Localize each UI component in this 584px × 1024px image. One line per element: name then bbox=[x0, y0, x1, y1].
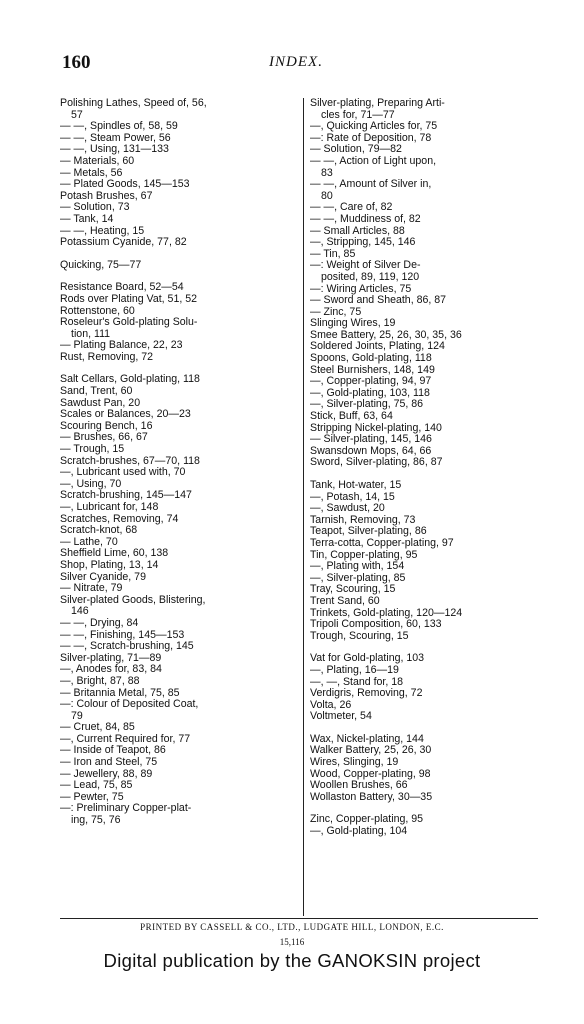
index-entry: —, Plating with, 154 bbox=[310, 560, 405, 573]
index-entry: — —, Steam Power, 56 bbox=[60, 131, 171, 144]
index-entry: Voltmeter, 54 bbox=[310, 710, 372, 723]
index-entry: —, Current Required for, 77 bbox=[60, 732, 191, 745]
left-column bbox=[60, 98, 296, 827]
index-entry: 79 bbox=[71, 709, 83, 722]
index-entry: — —, Drying, 84 bbox=[60, 616, 139, 629]
index-entry: Sheffield Lime, 60, 138 bbox=[60, 547, 169, 560]
index-entry: Slinging Wires, 19 bbox=[310, 317, 396, 330]
index-entry: Roseleur's Gold-plating Solu- bbox=[60, 316, 198, 329]
index-entry: — Small Articles, 88 bbox=[310, 224, 405, 237]
index-entry: —, Lubricant used with, 70 bbox=[60, 466, 186, 479]
index-entry: Scratches, Removing, 74 bbox=[60, 512, 179, 525]
index-entry: Resistance Board, 52—54 bbox=[60, 281, 184, 294]
index-entry: Spoons, Gold-plating, 118 bbox=[310, 352, 432, 365]
index-entry: —, Quicking Articles for, 75 bbox=[310, 120, 438, 133]
index-entry: cles for, 71—77 bbox=[321, 108, 395, 121]
index-entry: — Cruet, 84, 85 bbox=[60, 721, 135, 734]
index-entry: — Tank, 14 bbox=[60, 212, 114, 225]
index-entry: — Jewellery, 88, 89 bbox=[60, 767, 153, 780]
index-entry: —, Stripping, 145, 146 bbox=[310, 236, 416, 249]
index-entry: —: Preliminary Copper-plat- bbox=[60, 802, 192, 815]
index-entry: Verdigris, Removing, 72 bbox=[310, 687, 423, 700]
index-entry: — —, Muddiness of, 82 bbox=[310, 212, 421, 225]
index-entry: Scratch-knot, 68 bbox=[60, 524, 138, 537]
index-entry: —, Gold-plating, 104 bbox=[310, 825, 408, 838]
index-entry: — Tin, 85 bbox=[310, 247, 356, 260]
index-entry: Wires, Slinging, 19 bbox=[310, 756, 399, 769]
index-entry: — Britannia Metal, 75, 85 bbox=[60, 686, 180, 699]
index-entry: Tarnish, Removing, 73 bbox=[310, 513, 416, 526]
index-entry: —, Bright, 87, 88 bbox=[60, 674, 140, 687]
index-entry: — Lead, 75, 85 bbox=[60, 779, 133, 792]
index-entry: —, Using, 70 bbox=[60, 477, 122, 490]
index-entry: posited, 89, 119, 120 bbox=[321, 270, 420, 283]
index-entry: Silver-plated Goods, Blistering, bbox=[60, 593, 206, 606]
index-entry: Shop, Plating, 13, 14 bbox=[60, 558, 159, 571]
index-entry: — Sword and Sheath, 86, 87 bbox=[310, 294, 447, 307]
index-entry: ing, 75, 76 bbox=[71, 814, 121, 827]
index-entry: Wollaston Battery, 30—35 bbox=[310, 790, 433, 803]
index-entry: Sword, Silver-plating, 86, 87 bbox=[310, 456, 443, 469]
index-entry: — Iron and Steel, 75 bbox=[60, 756, 158, 769]
index-entry: Soldered Joints, Plating, 124 bbox=[310, 340, 445, 353]
index-entry: Trent Sand, 60 bbox=[310, 594, 380, 607]
index-entry: Sawdust Pan, 20 bbox=[60, 396, 141, 409]
index-entry: Polishing Lathes, Speed of, 56, bbox=[60, 97, 207, 109]
index-entry: — Solution, 79—82 bbox=[310, 143, 402, 156]
index-entry: 80 bbox=[321, 189, 333, 202]
footer-rule bbox=[60, 918, 538, 919]
index-entry: tion, 111 bbox=[71, 327, 111, 340]
index-entry: Potash Brushes, 67 bbox=[60, 189, 153, 202]
index-entry: — Trough, 15 bbox=[60, 443, 125, 456]
index-entry: Scouring Bench, 16 bbox=[60, 419, 153, 432]
index-entry: Silver-plating, Preparing Arti- bbox=[310, 97, 445, 109]
index-entry: Vat for Gold-plating, 103 bbox=[310, 652, 425, 665]
print-code: 15,116 bbox=[279, 937, 305, 947]
index-entry: —, Copper-plating, 94, 97 bbox=[310, 375, 432, 388]
index-entry: Stripping Nickel-plating, 140 bbox=[310, 421, 442, 434]
index-entry: Trough, Scouring, 15 bbox=[310, 629, 409, 642]
index-entry: — —, Using, 131—133 bbox=[60, 143, 169, 156]
index-entry: Stick, Buff, 63, 64 bbox=[310, 410, 393, 423]
index-entry: — Metals, 56 bbox=[60, 166, 123, 179]
index-entry: — —, Finishing, 145—153 bbox=[60, 628, 185, 641]
index-columns bbox=[60, 98, 538, 918]
index-entry: 57 bbox=[71, 108, 83, 121]
index-entry: Scratch-brushing, 145—147 bbox=[60, 489, 192, 502]
index-entry: —, Anodes for, 83, 84 bbox=[60, 663, 162, 676]
running-title: INDEX. bbox=[269, 54, 323, 70]
index-entry: — Pewter, 75 bbox=[60, 790, 124, 803]
index-entry: —: Rate of Deposition, 78 bbox=[310, 131, 432, 144]
index-entry: Steel Burnishers, 148, 149 bbox=[310, 363, 435, 376]
printer-imprint: PRINTED BY CASSELL & CO., LTD., LUDGATE HILL, LONDON, E.C. bbox=[140, 922, 444, 932]
index-entry: — Nitrate, 79 bbox=[60, 582, 123, 595]
index-entry: —: Weight of Silver De- bbox=[310, 259, 421, 272]
index-entry: Swansdown Mops, 64, 66 bbox=[310, 444, 432, 457]
index-entry: Volta, 26 bbox=[310, 698, 352, 711]
index-entry: Tray, Scouring, 15 bbox=[310, 583, 396, 596]
index-entry: —, Plating, 16—19 bbox=[310, 663, 399, 676]
index-entry: Teapot, Silver-plating, 86 bbox=[310, 525, 427, 538]
index-entry: 83 bbox=[321, 166, 333, 179]
index-entry: — —, Action of Light upon, bbox=[310, 154, 437, 167]
index-entry: — Inside of Teapot, 86 bbox=[60, 744, 166, 757]
index-entry: —, Potash, 14, 15 bbox=[310, 490, 395, 503]
index-entry: Salt Cellars, Gold-plating, 118 bbox=[60, 373, 200, 386]
index-entry: —, Sawdust, 20 bbox=[310, 502, 385, 515]
index-entry: —, Gold-plating, 103, 118 bbox=[310, 386, 430, 399]
index-entry: — Materials, 60 bbox=[60, 154, 135, 167]
index-entry: — —, Amount of Silver in, bbox=[310, 178, 432, 191]
index-entry: — Lathe, 70 bbox=[60, 535, 118, 548]
index-entry: — Plating Balance, 22, 23 bbox=[60, 339, 183, 352]
index-entry: Woollen Brushes, 66 bbox=[310, 779, 408, 792]
index-entry: Walker Battery, 25, 26, 30 bbox=[310, 744, 432, 757]
index-entry: — —, Heating, 15 bbox=[60, 224, 145, 237]
index-entry: —, Lubricant for, 148 bbox=[60, 501, 159, 513]
index-entry: — Brushes, 66, 67 bbox=[60, 431, 148, 444]
index-entry: Rust, Removing, 72 bbox=[60, 350, 154, 363]
index-entry: Tin, Copper-plating, 95 bbox=[310, 548, 418, 561]
publication-credit: Digital publication by the GANOKSIN project bbox=[103, 950, 481, 971]
index-entry: 146 bbox=[71, 605, 89, 618]
index-entry: — Silver-plating, 145, 146 bbox=[310, 433, 432, 446]
index-entry: Tank, Hot-water, 15 bbox=[310, 479, 402, 491]
index-entry: —, Silver-plating, 75, 86 bbox=[310, 398, 424, 411]
index-entry: Wood, Copper-plating, 98 bbox=[310, 767, 431, 780]
index-entry: Quicking, 75—77 bbox=[60, 258, 142, 271]
column-divider bbox=[303, 98, 304, 916]
index-entry: Rottenstone, 60 bbox=[60, 304, 135, 317]
index-entry: Smee Battery, 25, 26, 30, 35, 36 bbox=[310, 328, 462, 341]
index-entry: —: Wiring Articles, 75 bbox=[310, 282, 412, 295]
index-entry: —: Colour of Deposited Coat, bbox=[60, 698, 199, 711]
index-entry: — Zinc, 75 bbox=[310, 305, 362, 318]
index-entry: — —, Scratch-brushing, 145 bbox=[60, 640, 194, 653]
index-entry: —, Silver-plating, 85 bbox=[310, 571, 406, 584]
index-entry: —, —, Stand for, 18 bbox=[310, 675, 404, 688]
index-entry: Rods over Plating Vat, 51, 52 bbox=[60, 292, 198, 305]
page-header bbox=[62, 52, 530, 80]
index-entry: — —, Care of, 82 bbox=[310, 201, 393, 214]
index-entry: Silver-plating, 71—89 bbox=[60, 651, 162, 664]
index-entry: Potassium Cyanide, 77, 82 bbox=[60, 236, 187, 249]
index-entry: — Solution, 73 bbox=[60, 201, 130, 214]
page-number: 160 bbox=[62, 52, 91, 73]
index-entry: Wax, Nickel-plating, 144 bbox=[310, 732, 424, 745]
index-entry: Terra-cotta, Copper-plating, 97 bbox=[310, 536, 454, 549]
index-entry: Zinc, Copper-plating, 95 bbox=[310, 813, 424, 826]
right-column bbox=[310, 98, 538, 838]
index-entry: — Plated Goods, 145—153 bbox=[60, 178, 190, 191]
index-entry: Sand, Trent, 60 bbox=[60, 385, 133, 398]
index-entry: Tripoli Composition, 60, 133 bbox=[310, 618, 442, 631]
index-entry: Scales or Balances, 20—23 bbox=[60, 408, 191, 421]
index-entry: Trinkets, Gold-plating, 120—124 bbox=[310, 606, 463, 619]
index-entry: Silver Cyanide, 79 bbox=[60, 570, 146, 583]
index-entry: — —, Spindles of, 58, 59 bbox=[60, 120, 178, 133]
index-entry: Scratch-brushes, 67—70, 118 bbox=[60, 454, 200, 467]
